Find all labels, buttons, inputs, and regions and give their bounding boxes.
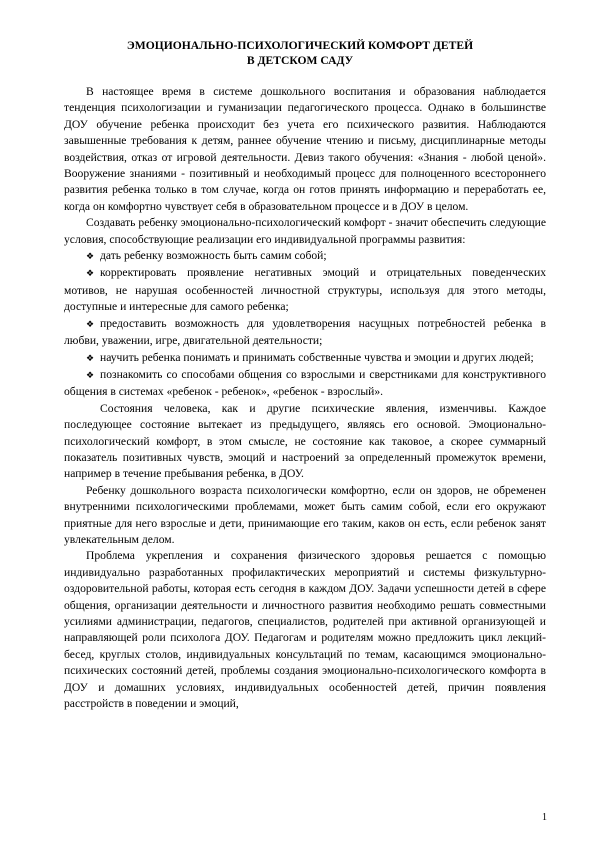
list-item-text: корректировать проявление негативных эмоций и отрицательных поведенческих мотивов, не нарушая особенностей личностной структуры, используя для этого методы, доступные и интересные для самого ребенка; bbox=[64, 266, 546, 314]
diamond-bullet-icon: ❖ bbox=[86, 252, 95, 263]
list-item bbox=[64, 350, 546, 367]
paragraph-comfort: Ребенку дошкольного возраста психологически комфортно, если он здоров, не обременен внутренними психологическими проблемами, может быть самим собой, если его окружают приятные для него взрослые и дети, принимающие его таким, каков он есть, если ребенок занят увлекательным делом. bbox=[64, 483, 546, 546]
paragraph-intro: В настоящее время в системе дошкольного воспитания и образования наблюдается тенденция психологизации и гуманизации педагогического процесса. Однако в большинстве ДОУ обучение ребенка происходит без учета его психического развития. Наблюдаются завышенные требования к детям, раннее обучение чтению и письму, дисциплинарные методы воздействия, отказ от игровой деятельности. Девиз такого обучения: «Знания - любой ценой». Вооружение знаниями - позитивный и необходимый процесс для полноценного всестороннего развития ребенка только в том случае, когда он готов принять информацию и переработать ее, когда он комфортно чувствует себя в образовательном процессе и в ДОУ в целом. bbox=[64, 85, 546, 213]
document-title bbox=[60, 38, 540, 68]
paragraph-conditions: Создавать ребенку эмоционально-психологический комфорт - значит обеспечить следующие условия, способствующие реализации его индивидуальной программы развития: bbox=[64, 216, 546, 246]
document-body bbox=[64, 84, 546, 712]
diamond-bullet-icon: ❖ bbox=[86, 353, 95, 364]
list-item bbox=[64, 265, 546, 315]
diamond-bullet-icon: ❖ bbox=[86, 269, 95, 280]
paragraph-health: Проблема укрепления и сохранения физического здоровья решается с помощью индивидуально разработанных профилактических мероприятий и системы физкультурно-оздоровительной работы, которая есть сегодня в каждом ДОУ. Задачи успешности детей в сфере общения, организации деятельности и личностного развития необходимо решать совместными усилиями администрации, педагогов, специалистов, родителей при активной организующей и направляющей роли психолога ДОУ. Педагогам и родителям можно предложить цикл лекций-бесед, круглых столов, индивидуальных консультаций по темам, касающимся эмоционально-психических состояний детей, проблемы создания эмоционально-психологического комфорта в ДОУ и домашних условиях, индивидуальных особенностей детей, причин появления расстройств в поведении и эмоций, bbox=[64, 549, 546, 711]
list-item bbox=[64, 248, 546, 265]
list-item-text: научить ребенка понимать и принимать собственные чувства и эмоции и других людей; bbox=[100, 350, 534, 364]
list-item-text: дать ребенку возможность быть самим собой; bbox=[100, 249, 327, 263]
list-item bbox=[64, 367, 546, 401]
diamond-bullet-icon: ❖ bbox=[86, 319, 95, 330]
diamond-bullet-icon: ❖ bbox=[86, 370, 95, 381]
paragraph-states: Состояния человека, как и другие психические явления, изменчивы. Каждое последующее состояние вытекает из предыдущего, являясь его основой. Эмоционально-психологический комфорт, в этом смысле, не состояние как таковое, а скорее суммарный показатель позитивных чувств, эмоций и настроений за определенный промежуток времени, например в течение пребывания ребенка, в ДОУ. bbox=[64, 401, 546, 481]
list-item-text: познакомить со способами общения со взрослыми и сверстниками для конструктивного общения в системах «ребенок - ребенок», «ребенок - взрослый». bbox=[64, 367, 546, 399]
title-line-2: В ДЕТСКОМ САДУ bbox=[246, 54, 354, 67]
page-number: 1 bbox=[542, 812, 547, 823]
list-item bbox=[64, 316, 546, 350]
list-item-text: предоставить возможность для удовлетворения насущных потребностей ребенка в любви, уважении, игре, двигательной деятельности; bbox=[64, 316, 546, 348]
conditions-list bbox=[64, 248, 546, 401]
title-line-1: ЭМОЦИОНАЛЬНО-ПСИХОЛОГИЧЕСКИЙ КОМФОРТ ДЕТЕЙ bbox=[126, 39, 474, 52]
